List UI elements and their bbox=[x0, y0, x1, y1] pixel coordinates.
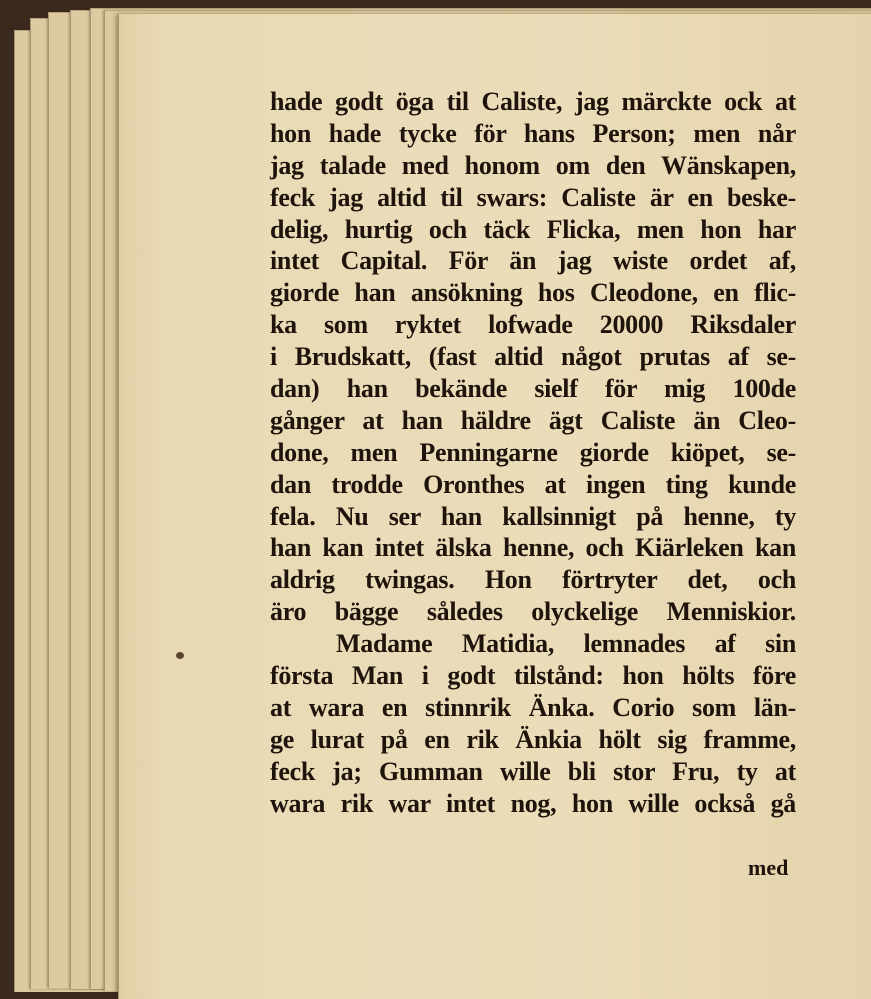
ink-spot bbox=[176, 652, 184, 659]
text-line: hon hade tycke för hans Person; men når bbox=[270, 118, 796, 148]
text-line: giorde han ansökning hos Cleodone, en flic- bbox=[270, 278, 796, 308]
text-line: Madame Matidia, lemnades af sin bbox=[336, 629, 796, 659]
text-line: aldrig twingas. Hon förtryter det, och bbox=[270, 565, 796, 595]
text-line: dan trodde Oronthes at ingen ting kunde bbox=[270, 469, 796, 499]
text-line: äro bägge således olyckelige Menniskior. bbox=[270, 597, 796, 627]
text-line: fela. Nu ser han kallsinnigt på henne, ty bbox=[270, 501, 796, 531]
text-line: ka som ryktet lofwade 20000 Riksdaler bbox=[270, 310, 796, 340]
text-line: hade godt öga til Caliste, jag märckte ock at bbox=[270, 87, 796, 116]
text-line: wara rik war intet nog, hon wille också gå bbox=[270, 788, 796, 818]
text-line: done, men Penningarne giorde kiöpet, se- bbox=[270, 437, 796, 467]
text-line: första Man i godt tilstånd: hon hölts före bbox=[270, 661, 796, 691]
text-line: ge lurat på en rik Änkia hölt sig framme, bbox=[270, 724, 796, 754]
body-text bbox=[270, 86, 796, 819]
text-line: gånger at han häldre ägt Caliste än Cleo- bbox=[270, 405, 796, 435]
text-line: delig, hurtig och täck Flicka, men hon har bbox=[270, 214, 796, 244]
text-line: feck ja; Gumman wille bli stor Fru, ty at bbox=[270, 756, 796, 786]
text-line: dan) han bekände sielf för mig 100de bbox=[270, 374, 796, 404]
text-line: han kan intet älska henne, och Kiärleken kan bbox=[270, 533, 796, 563]
text-line: at wara en stinnrik Änka. Corio som län- bbox=[270, 692, 796, 722]
text-line: i Brudskatt, (fast altid något prutas af se- bbox=[270, 342, 796, 372]
text-line: jag talade med honom om den Wänskapen, bbox=[270, 150, 796, 180]
text-line: feck jag altid til swars: Caliste är en beske- bbox=[270, 182, 796, 212]
text-line: intet Capital. För än jag wiste ordet af, bbox=[270, 246, 796, 276]
catchword: med bbox=[748, 855, 789, 880]
